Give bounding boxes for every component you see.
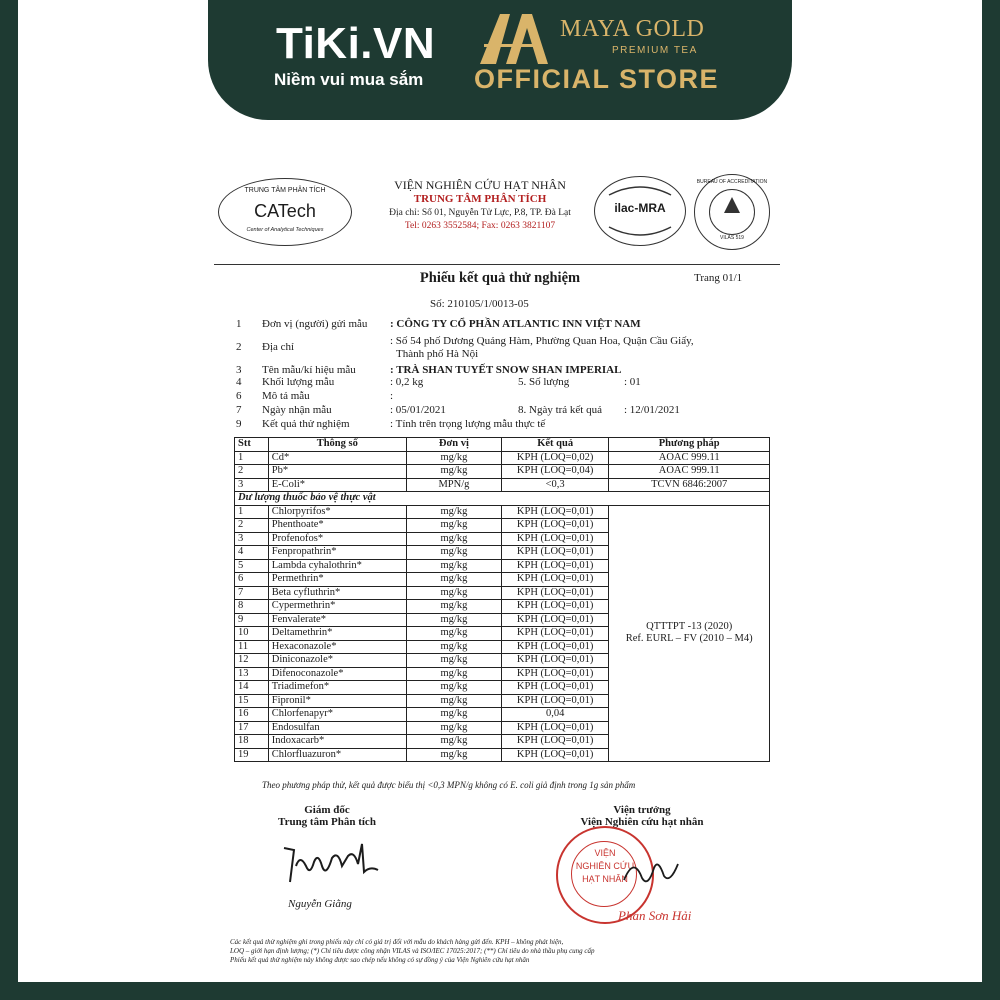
cell-unit: MPN/g [406, 478, 501, 492]
signer-right-role: Viện trưởng [613, 804, 671, 816]
cell-param: Pb* [268, 465, 406, 479]
cell-param: Fenpropathrin* [268, 546, 406, 560]
cell-result: KPH (LOQ=0,01) [501, 505, 608, 519]
col-header-param: Thông số [268, 438, 406, 452]
info-label: Kết quả thử nghiệm [262, 418, 350, 430]
info-num: 2 [236, 341, 242, 353]
cell-param: Permethrin* [268, 573, 406, 587]
cell-param: Triadimefon* [268, 681, 406, 695]
cell-unit: mg/kg [406, 465, 501, 479]
section-row [235, 492, 770, 506]
info-value-continued: Thành phố Hà Nội [396, 348, 479, 360]
table-body-general [235, 451, 770, 492]
cell-stt: 9 [235, 613, 269, 627]
info-label-2: 5. Số lượng [518, 376, 570, 388]
cell-param: Lambda cyhalothrin* [268, 559, 406, 573]
institute-address: Địa chỉ: Số 01, Nguyễn Tử Lực, P.8, TP. Đà Lạt [389, 208, 571, 218]
cell-result: KPH (LOQ=0,01) [501, 586, 608, 600]
cell-unit: mg/kg [406, 559, 501, 573]
cell-result: 0,04 [501, 708, 608, 722]
cell-stt: 19 [235, 748, 269, 762]
institute-phone: Tel: 0263 3552584; Fax: 0263 3821107 [404, 221, 556, 231]
table-row [235, 465, 770, 479]
cell-stt: 11 [235, 640, 269, 654]
cell-param: Profenofos* [268, 532, 406, 546]
info-num: 4 [236, 376, 242, 388]
stamp-line-3: HẠT NHÂN [582, 874, 628, 884]
info-label: Mô tả mẫu [262, 390, 310, 402]
signer-right-name: Phan Sơn Hải [618, 908, 692, 923]
cell-stt: 13 [235, 667, 269, 681]
info-value: : 05/01/2021 [390, 404, 446, 416]
cell-result: KPH (LOQ=0,01) [501, 600, 608, 614]
cell-unit: mg/kg [406, 721, 501, 735]
cell-unit: mg/kg [406, 546, 501, 560]
cell-unit: mg/kg [406, 600, 501, 614]
cell-unit: mg/kg [406, 519, 501, 533]
signer-left-role: Giám đốc [304, 804, 350, 816]
stamp-line-2: NGHIÊN CỨU [575, 861, 635, 871]
cell-unit: mg/kg [406, 735, 501, 749]
cell-result: KPH (LOQ=0,04) [501, 465, 608, 479]
info-value-2: : 12/01/2021 [624, 404, 680, 416]
disclaimer-line-2: LOQ – giới hạn định lượng; (*) Chỉ tiêu được công nhận VILAS và ISO/IEC 17025:2017; (**) Chỉ tiêu do nhà thầu phụ cung cấp [230, 947, 595, 955]
center-name: TRUNG TÂM PHÂN TÍCH [413, 193, 547, 205]
col-header-stt: Stt [235, 438, 269, 452]
cell-stt: 6 [235, 573, 269, 587]
stamp-line-1: VIỆN [594, 848, 616, 858]
cell-result: KPH (LOQ=0,01) [501, 735, 608, 749]
cell-result: KPH (LOQ=0,02) [501, 451, 608, 465]
cell-stt: 1 [235, 505, 269, 519]
signer-left-org: Trung tâm Phân tích [278, 816, 376, 828]
info-value: : TRÀ SHAN TUYẾT SNOW SHAN IMPERIAL [390, 364, 622, 376]
cell-unit: mg/kg [406, 586, 501, 600]
col-header-result: Kết quả [501, 438, 608, 452]
cell-param: Cd* [268, 451, 406, 465]
cell-unit: mg/kg [406, 613, 501, 627]
cell-stt: 2 [235, 519, 269, 533]
cell-method: AOAC 999.11 [609, 465, 770, 479]
disclaimer [230, 938, 770, 965]
cell-param: Endosulfan [268, 721, 406, 735]
cell-result: KPH (LOQ=0,01) [501, 546, 608, 560]
table-row [235, 451, 770, 465]
cell-stt: 12 [235, 654, 269, 668]
brand-name: MAYA GOLD [560, 16, 705, 42]
cell-method-merged [609, 505, 770, 762]
cell-result: KPH (LOQ=0,01) [501, 613, 608, 627]
cell-stt: 10 [235, 627, 269, 641]
cell-stt: 15 [235, 694, 269, 708]
cell-param: Cypermethrin* [268, 600, 406, 614]
cell-param: Hexaconazole* [268, 640, 406, 654]
cell-result: KPH (LOQ=0,01) [501, 721, 608, 735]
signature-left-scribble [278, 836, 388, 886]
cell-param: Diniconazole* [268, 654, 406, 668]
cell-stt: 17 [235, 721, 269, 735]
cell-unit: mg/kg [406, 681, 501, 695]
document-title: Phiếu kết quả thử nghiệm [419, 270, 581, 286]
info-value: : Số 54 phố Dương Quảng Hàm, Phường Quan Hoa, Quận Cầu Giấy, [390, 335, 694, 347]
accreditation-ring-text: BUREAU OF ACCREDITATION [696, 179, 768, 185]
cell-method: TCVN 6846:2007 [609, 478, 770, 492]
info-num: 7 [236, 404, 242, 416]
info-value: : 0,2 kg [390, 376, 424, 388]
cell-unit: mg/kg [406, 667, 501, 681]
cell-unit: mg/kg [406, 451, 501, 465]
disclaimer-line-3: Phiếu kết quả thử nghiệm này không được sao chép nếu không có sự đồng ý của Viện Nghiên cứu hạt nhân [230, 956, 530, 964]
cell-result: KPH (LOQ=0,01) [501, 667, 608, 681]
catech-logo-top: TRUNG TÂM PHÂN TÍCH [244, 187, 326, 194]
signer-right-org: Viện Nghiên cứu hạt nhân [580, 816, 704, 828]
table-header-row [235, 438, 770, 452]
disclaimer-line-1: Các kết quả thử nghiệm ghi trong phiếu này chỉ có giá trị đối với mẫu do khách hàng gửi đến. KPH – không phát hiện, [230, 938, 564, 946]
info-label: Đơn vị (người) gửi mẫu [262, 318, 368, 330]
table-row [235, 478, 770, 492]
cell-stt: 18 [235, 735, 269, 749]
maya-gold-emblem-icon [476, 10, 552, 66]
cell-unit: mg/kg [406, 505, 501, 519]
institute-block [380, 178, 580, 233]
table-row [235, 505, 770, 519]
info-num: 9 [236, 418, 242, 430]
table-footnote: Theo phương pháp thử, kết quả được biểu thị <0,3 MPN/g không có E. coli giả định trong 1g sản phẩm [262, 780, 636, 790]
cell-stt: 3 [235, 532, 269, 546]
catech-logo-bottom: Center of Analytical Techniques [246, 227, 324, 233]
info-value: : CÔNG TY CỔ PHẦN ATLANTIC INN VIỆT NAM [390, 318, 641, 330]
cell-result: KPH (LOQ=0,01) [501, 559, 608, 573]
info-label: Khối lượng mẫu [262, 376, 335, 388]
signature-right-scribble [620, 850, 680, 890]
cell-param: Indoxacarb* [268, 735, 406, 749]
document-number: Số: 210105/1/0013-05 [430, 298, 529, 310]
vilas-number: VILAS 519 [720, 235, 744, 241]
cell-unit: mg/kg [406, 708, 501, 722]
method-line-2: Ref. EURL – FV (2010 – M4) [625, 633, 753, 645]
cell-result: KPH (LOQ=0,01) [501, 681, 608, 695]
cell-param: Beta cyfluthrin* [268, 586, 406, 600]
brand-subtitle: PREMIUM TEA [612, 45, 698, 56]
info-label: Địa chỉ [262, 341, 295, 353]
catech-logo-name: CATech [254, 201, 316, 221]
cell-unit: mg/kg [406, 640, 501, 654]
signature-left [272, 804, 382, 828]
accreditation-seal [694, 174, 770, 250]
info-label-2: 8. Ngày trả kết quả [518, 404, 602, 416]
results-table [234, 437, 770, 762]
cell-result: <0,3 [501, 478, 608, 492]
info-num: 3 [236, 364, 242, 376]
info-value: : [390, 390, 394, 402]
info-value-2: : 01 [624, 376, 641, 388]
cell-stt: 16 [235, 708, 269, 722]
ilac-mra-text: ilac-MRA [614, 201, 666, 215]
info-num: 6 [236, 390, 242, 402]
cell-param: E-Coli* [268, 478, 406, 492]
frame-right [982, 0, 1000, 1000]
institute-name: VIỆN NGHIÊN CỨU HẠT NHÂN [394, 178, 566, 192]
cell-result: KPH (LOQ=0,01) [501, 654, 608, 668]
method-line-1: QTTTPT -13 (2020) [646, 621, 733, 633]
page-number: Trang 01/1 [694, 272, 743, 284]
cell-result: KPH (LOQ=0,01) [501, 748, 608, 762]
cell-param: Chlorpyrifos* [268, 505, 406, 519]
info-num: 1 [236, 318, 242, 330]
cell-unit: mg/kg [406, 654, 501, 668]
cell-unit: mg/kg [406, 627, 501, 641]
cell-unit: mg/kg [406, 573, 501, 587]
cell-stt: 3 [235, 478, 269, 492]
cell-method: AOAC 999.11 [609, 451, 770, 465]
cell-unit: mg/kg [406, 748, 501, 762]
cell-stt: 5 [235, 559, 269, 573]
cell-stt: 14 [235, 681, 269, 695]
cell-result: KPH (LOQ=0,01) [501, 694, 608, 708]
cell-stt: 2 [235, 465, 269, 479]
cell-param: Fenvalerate* [268, 613, 406, 627]
info-label: Ngày nhận mẫu [262, 404, 332, 416]
col-header-method: Phương pháp [609, 438, 770, 452]
cell-stt: 8 [235, 600, 269, 614]
col-header-unit: Đơn vị [406, 438, 501, 452]
accreditation-triangle-icon [724, 197, 740, 213]
ilac-mra-logo [594, 176, 686, 246]
cell-param: Fipronil* [268, 694, 406, 708]
section-label: Dư lượng thuốc bảo vệ thực vật [235, 492, 770, 506]
cell-param: Chlorfenapyr* [268, 708, 406, 722]
cell-result: KPH (LOQ=0,01) [501, 573, 608, 587]
cell-unit: mg/kg [406, 694, 501, 708]
tiki-logo[interactable]: TiKi.VN [276, 19, 436, 68]
cell-param: Difenoconazole* [268, 667, 406, 681]
official-store-label: OFFICIAL STORE [474, 64, 720, 94]
header-rule [214, 264, 780, 265]
table-body-pesticides [235, 492, 770, 762]
signer-left-name: Nguyễn Giằng [288, 898, 352, 910]
cell-param: Deltamethrin* [268, 627, 406, 641]
cell-result: KPH (LOQ=0,01) [501, 519, 608, 533]
cell-result: KPH (LOQ=0,01) [501, 640, 608, 654]
cell-param: Chlorfluazuron* [268, 748, 406, 762]
tiki-slogan: Niềm vui mua sắm [274, 70, 424, 89]
info-label: Tên mẫu/kí hiệu mẫu [262, 364, 356, 376]
cell-result: KPH (LOQ=0,01) [501, 532, 608, 546]
info-value: : Tính trên trọng lượng mẫu thực tế [390, 418, 546, 430]
cell-stt: 4 [235, 546, 269, 560]
cell-stt: 1 [235, 451, 269, 465]
signature-right [572, 804, 712, 828]
frame-left [0, 0, 18, 1000]
cell-result: KPH (LOQ=0,01) [501, 627, 608, 641]
cell-stt: 7 [235, 586, 269, 600]
catech-logo [218, 178, 352, 246]
frame-bottom [0, 982, 1000, 1000]
cell-param: Phenthoate* [268, 519, 406, 533]
cell-unit: mg/kg [406, 532, 501, 546]
